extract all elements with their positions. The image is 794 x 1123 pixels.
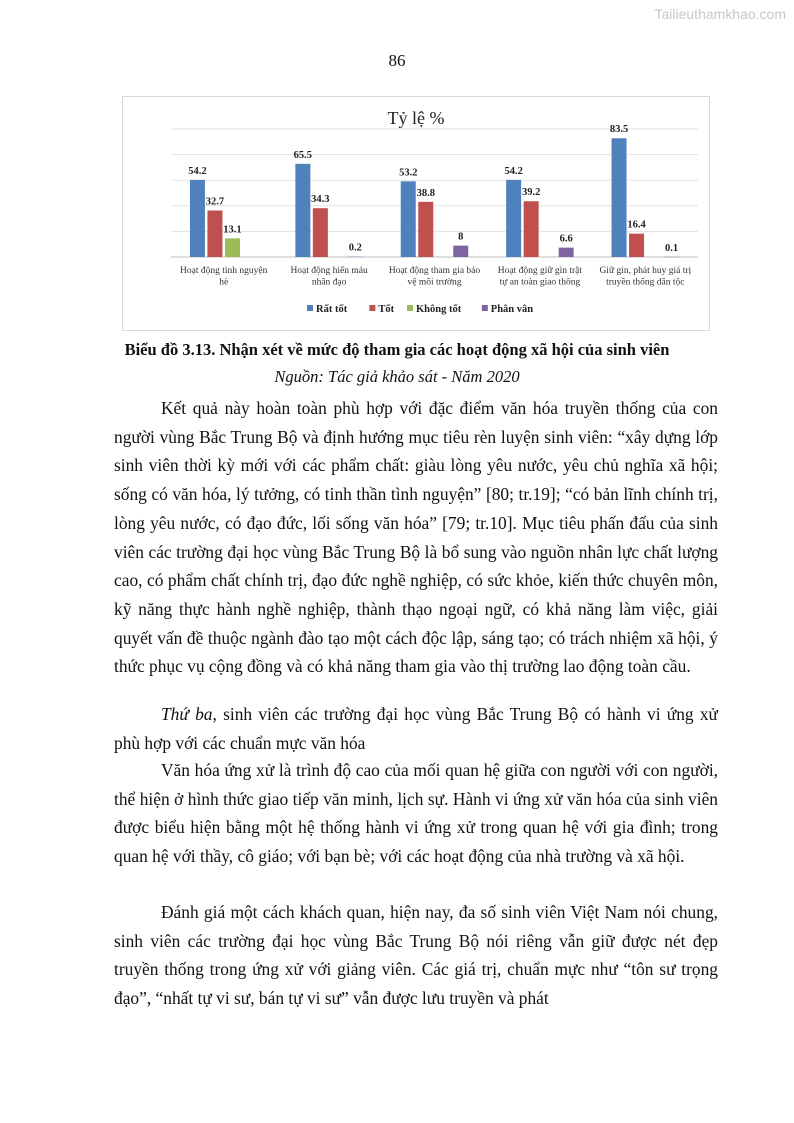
data-label: 0.1 <box>664 242 679 254</box>
bar-rất-tốt <box>295 164 310 257</box>
legend-swatch <box>307 305 313 311</box>
bar-tốt <box>313 208 328 257</box>
category-label: Hoạt động hiến máu <box>290 266 368 276</box>
chart <box>122 96 710 331</box>
data-label: 83.5 <box>609 124 629 136</box>
bar-không-tốt <box>225 238 240 257</box>
paragraph-3-text: Văn hóa ứng xử là trình độ cao của mối quan hệ giữa con người với con người, thể hiện ở hình thức giao tiếp văn minh, lịch sự. Hành vi ứng xử văn hóa của sinh viên được biểu hiện bằng một hệ thống hành vi ứng xử trong quan hệ với gia đình; trong quan hệ với thầy, cô giáo; với bạn bè; với các hoạt động của nhà trường và xã hội. <box>114 760 718 867</box>
paragraph-2-rest: sinh viên các trường đại học vùng Bắc Trung Bộ có hành vi ứng xử phù hợp với các chuẩn mực văn hóa <box>114 704 718 753</box>
data-label: 13.1 <box>223 224 242 236</box>
data-label: 0.2 <box>348 242 362 254</box>
legend-label: Rất tốt <box>316 304 348 315</box>
data-label: 32.7 <box>205 196 225 208</box>
category-label: Hoạt động tham gia bảo <box>388 266 481 276</box>
data-label: 65.5 <box>293 149 313 161</box>
paragraph-3 <box>114 756 718 871</box>
category-label: tự an toàn giao thông <box>499 277 581 288</box>
bar-phân-vân <box>559 248 574 257</box>
paragraph-4 <box>114 898 718 1013</box>
legend-swatch <box>369 305 375 311</box>
data-label: 53.2 <box>399 167 418 179</box>
bar-rất-tốt <box>190 180 205 257</box>
bar-tốt <box>418 202 433 257</box>
category-label: Giữ gìn, phát huy giá trị <box>599 266 692 276</box>
paragraph-2 <box>114 700 718 757</box>
legend-label: Phân vân <box>490 304 534 315</box>
chart-svg <box>123 97 709 330</box>
bar-tốt <box>629 234 644 257</box>
chart-title: Tỷ lệ % <box>387 108 445 128</box>
paragraph-1 <box>114 394 718 681</box>
data-label: 8 <box>458 231 464 243</box>
watermark: Tailieuthamkhao.com <box>654 6 786 22</box>
paragraph-4-text: Đánh giá một cách khách quan, hiện nay, đa số sinh viên Việt Nam nói chung, sinh viên các trường đại học vùng Bắc Trung Bộ nói riêng vẫn giữ được nét đẹp truyền thống trong ứng xử với giảng viên. Các giá trị, chuẩn mực như “tôn sư trọng đạo”, “nhất tự vi sư, bán tự vi sư” vẫn được lưu truyền và phát <box>114 902 718 1009</box>
bar-tốt <box>207 210 222 257</box>
data-label: 34.3 <box>311 194 330 206</box>
data-label: 16.4 <box>627 219 646 231</box>
bar-phân-vân <box>453 246 468 257</box>
category-label: vệ môi trường <box>407 277 462 288</box>
paragraph-1-text: Kết quả này hoàn toàn phù hợp với đặc điểm văn hóa truyền thống của con người vùng Bắc Trung Bộ và định hướng mục tiêu rèn luyện sinh viên: “xây dựng lớp sinh viên thời kỳ mới với các phẩm chất: giàu lòng yêu nước, yêu chủ nghĩa xã hội; sống có văn hóa, lý tưởng, có tinh thần tình nguyện” [80; tr.19]; “có bản lĩnh chính trị, lòng yêu nước, có đạo đức, lối sống văn hóa” [79; tr.10]. Mục tiêu phấn đấu của sinh viên các trường đại học vùng Bắc Trung Bộ là bổ sung vào nguồn nhân lực chất lượng cao, có phẩm chất chính trị, đạo đức nghề nghiệp, có sức khỏe, kiến thức chuyên môn, kỹ năng thực hành nghề nghiệp, thành thạo ngoại ngữ, có khả năng làm việc, giải quyết vấn đề thuộc ngành đào tạo một cách độc lập, sáng tạo; có trách nhiệm xã hội, ý thức phục vụ cộng đồng và có khả năng tham gia vào thị trường lao động toàn cầu. <box>114 398 718 677</box>
bar-rất-tốt <box>612 138 627 257</box>
category-label: nhân đạo <box>311 277 347 288</box>
figure-source: Nguồn: Tác giả khảo sát - Năm 2020 <box>274 367 520 386</box>
paragraph-2-text <box>114 700 718 757</box>
legend-label: Không tốt <box>416 304 462 315</box>
figure-caption: Biểu đồ 3.13. Nhận xét về mức độ tham gia các hoạt động xã hội của sinh viên <box>124 340 670 359</box>
data-label: 6.6 <box>559 233 573 245</box>
legend-swatch <box>407 305 413 311</box>
category-label: hè <box>219 277 229 288</box>
category-label: truyền thống dân tộc <box>606 277 685 288</box>
bar-rất-tốt <box>401 181 416 257</box>
data-label: 54.2 <box>188 165 207 177</box>
data-label: 54.2 <box>504 165 523 177</box>
data-label: 39.2 <box>521 187 541 199</box>
legend-swatch <box>482 305 488 311</box>
bar-rất-tốt <box>506 180 521 257</box>
paragraph-2-lead: Thứ ba, <box>161 704 217 724</box>
legend-label: Tốt <box>378 304 395 315</box>
category-label: Hoạt động tình nguyện <box>180 266 268 276</box>
data-label: 38.8 <box>416 187 435 199</box>
bar-tốt <box>524 201 539 257</box>
page-number: 86 <box>388 51 406 70</box>
category-label: Hoạt động giữ gìn trật <box>497 266 583 276</box>
